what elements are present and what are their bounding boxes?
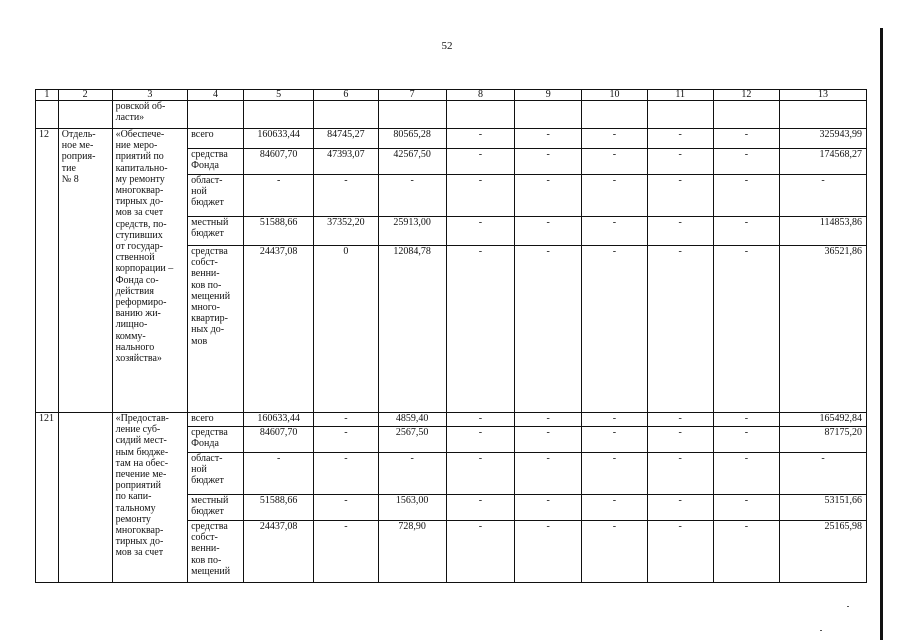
cell-value: - — [582, 427, 647, 453]
cell-num: 121 — [36, 413, 59, 583]
cell-value: - — [713, 175, 779, 217]
cell-name — [58, 413, 112, 583]
header-cell-7: 7 — [378, 90, 446, 101]
cell-value: - — [647, 495, 713, 521]
cell-value: - — [446, 427, 514, 453]
cell-value: 53151,66 — [779, 495, 866, 521]
cell-value: 25165,98 — [779, 521, 866, 583]
cell-funding-source: всего — [188, 413, 244, 427]
cell-value: - — [582, 149, 647, 175]
cell-value: - — [515, 453, 582, 495]
cell-value: - — [446, 129, 514, 149]
cell-value: - — [713, 521, 779, 583]
cell-value: - — [647, 149, 713, 175]
cell-value: - — [647, 427, 713, 453]
cell-value: - — [582, 246, 647, 413]
cell-value: 0 — [314, 246, 378, 413]
cell-value: 165492,84 — [779, 413, 866, 427]
binding-edge-line — [880, 28, 883, 640]
cell-value: - — [647, 453, 713, 495]
cell-description: ровской об- ласти» — [112, 101, 188, 129]
cell-empty — [647, 101, 713, 129]
cell-value: - — [446, 495, 514, 521]
cell-value: - — [647, 246, 713, 413]
cell-value: - — [446, 413, 514, 427]
cell-value: - — [779, 453, 866, 495]
cell-num — [36, 101, 59, 129]
cell-value: - — [647, 217, 713, 246]
cell-value: 42567,50 — [378, 149, 446, 175]
cell-value: 24437,08 — [243, 246, 313, 413]
cell-value: - — [582, 495, 647, 521]
cell-funding-source: средства собст- венни- ков по- мещений — [188, 521, 244, 583]
cell-value: - — [713, 149, 779, 175]
cell-funding-source: област- ной бюджет — [188, 175, 244, 217]
cell-empty — [314, 101, 378, 129]
cell-empty — [713, 101, 779, 129]
cell-value: 24437,08 — [243, 521, 313, 583]
cell-value: 51588,66 — [243, 495, 313, 521]
cell-value: - — [582, 129, 647, 149]
cell-value: - — [713, 129, 779, 149]
cell-value: - — [515, 129, 582, 149]
cell-value: - — [779, 175, 866, 217]
header-cell-6: 6 — [314, 90, 378, 101]
cell-value: - — [713, 246, 779, 413]
header-cell-12: 12 — [713, 90, 779, 101]
cell-funding-source: средства Фонда — [188, 427, 244, 453]
cell-funding-source: средства Фонда — [188, 149, 244, 175]
cell-value: 1563,00 — [378, 495, 446, 521]
cell-value: - — [314, 413, 378, 427]
header-cell-13: 13 — [779, 90, 866, 101]
cell-empty — [188, 101, 244, 129]
header-cell-10: 10 — [582, 90, 647, 101]
cell-value: - — [515, 175, 582, 217]
cell-value: 25913,00 — [378, 217, 446, 246]
header-cell-11: 11 — [647, 90, 713, 101]
cell-value: - — [378, 453, 446, 495]
cell-value: - — [446, 175, 514, 217]
cell-value: 47393,07 — [314, 149, 378, 175]
cell-value: - — [713, 217, 779, 246]
cell-value: - — [446, 246, 514, 413]
cell-value: - — [243, 175, 313, 217]
cell-value: - — [446, 453, 514, 495]
cell-value: - — [582, 175, 647, 217]
cell-funding-source: средства собст- венни- ков по- мещений много- квартир- ных до- мов — [188, 246, 244, 413]
cell-value: - — [314, 521, 378, 583]
cell-description: «Обеспече- ние меро- приятий по капитально- му ремонту многоквар- тирных до- мов за счет средств, по- ступивших от государ- ственной корпорации – Фонда со- действия реформиро- ванию жи- лищно- комму- нального хозяйства» — [112, 129, 188, 413]
header-row — [36, 90, 867, 101]
header-cell-4: 4 — [188, 90, 244, 101]
continuation-row — [36, 101, 867, 129]
cell-value: - — [515, 427, 582, 453]
cell-value: 174568,27 — [779, 149, 866, 175]
header-cell-2: 2 — [58, 90, 112, 101]
cell-value: - — [446, 521, 514, 583]
cell-value: 84607,70 — [243, 149, 313, 175]
cell-value: - — [515, 413, 582, 427]
header-cell-1: 1 — [36, 90, 59, 101]
header-cell-8: 8 — [446, 90, 514, 101]
table-body — [36, 90, 867, 583]
cell-value: - — [314, 453, 378, 495]
cell-value: - — [647, 175, 713, 217]
cell-empty — [378, 101, 446, 129]
cell-value: - — [582, 521, 647, 583]
cell-funding-source: местный бюджет — [188, 217, 244, 246]
cell-value: 325943,99 — [779, 129, 866, 149]
cell-value: - — [378, 175, 446, 217]
cell-value: - — [314, 427, 378, 453]
cell-empty — [779, 101, 866, 129]
scan-speck — [847, 606, 849, 607]
cell-value: 84607,70 — [243, 427, 313, 453]
cell-value: - — [582, 453, 647, 495]
cell-value: - — [647, 129, 713, 149]
cell-value: - — [713, 413, 779, 427]
cell-value: 160633,44 — [243, 129, 313, 149]
cell-value: - — [243, 453, 313, 495]
cell-value: 12084,78 — [378, 246, 446, 413]
cell-value: - — [515, 495, 582, 521]
cell-value: - — [446, 149, 514, 175]
scan-speck — [820, 630, 822, 631]
cell-value: - — [314, 495, 378, 521]
cell-value: 51588,66 — [243, 217, 313, 246]
cell-value: 728,90 — [378, 521, 446, 583]
cell-empty — [446, 101, 514, 129]
budget-table — [35, 89, 867, 583]
cell-value: 160633,44 — [243, 413, 313, 427]
cell-value: - — [713, 427, 779, 453]
cell-name — [58, 101, 112, 129]
cell-value: - — [647, 521, 713, 583]
cell-funding-source: област- ной бюджет — [188, 453, 244, 495]
cell-value: 36521,86 — [779, 246, 866, 413]
cell-funding-source: всего — [188, 129, 244, 149]
cell-value: - — [515, 246, 582, 413]
cell-value: 87175,20 — [779, 427, 866, 453]
cell-value: - — [582, 217, 647, 246]
cell-empty — [582, 101, 647, 129]
header-cell-3: 3 — [112, 90, 188, 101]
cell-value: - — [515, 149, 582, 175]
cell-empty — [243, 101, 313, 129]
cell-empty — [515, 101, 582, 129]
cell-value: 80565,28 — [378, 129, 446, 149]
page-number: 52 — [441, 40, 453, 52]
cell-value: - — [515, 521, 582, 583]
cell-value: - — [582, 413, 647, 427]
cell-description: «Предостав- ление суб- сидий мест- ным бюдже- там на обес- печение ме- роприятий по капи- тальному ремонту многоквар- тирных до- мов за счет — [112, 413, 188, 583]
cell-value: - — [515, 217, 582, 246]
cell-value: 4859,40 — [378, 413, 446, 427]
group2-row — [36, 413, 867, 427]
cell-value: - — [713, 495, 779, 521]
header-cell-5: 5 — [243, 90, 313, 101]
cell-value: - — [647, 413, 713, 427]
cell-value: - — [713, 453, 779, 495]
cell-name: Отдель- ное ме- роприя- тие № 8 — [58, 129, 112, 413]
cell-value: 37352,20 — [314, 217, 378, 246]
group1-row — [36, 129, 867, 149]
cell-funding-source: местный бюджет — [188, 495, 244, 521]
cell-value: - — [446, 217, 514, 246]
cell-value: 114853,86 — [779, 217, 866, 246]
cell-num: 12 — [36, 129, 59, 413]
cell-value: - — [314, 175, 378, 217]
cell-value: 84745,27 — [314, 129, 378, 149]
cell-value: 2567,50 — [378, 427, 446, 453]
header-cell-9: 9 — [515, 90, 582, 101]
